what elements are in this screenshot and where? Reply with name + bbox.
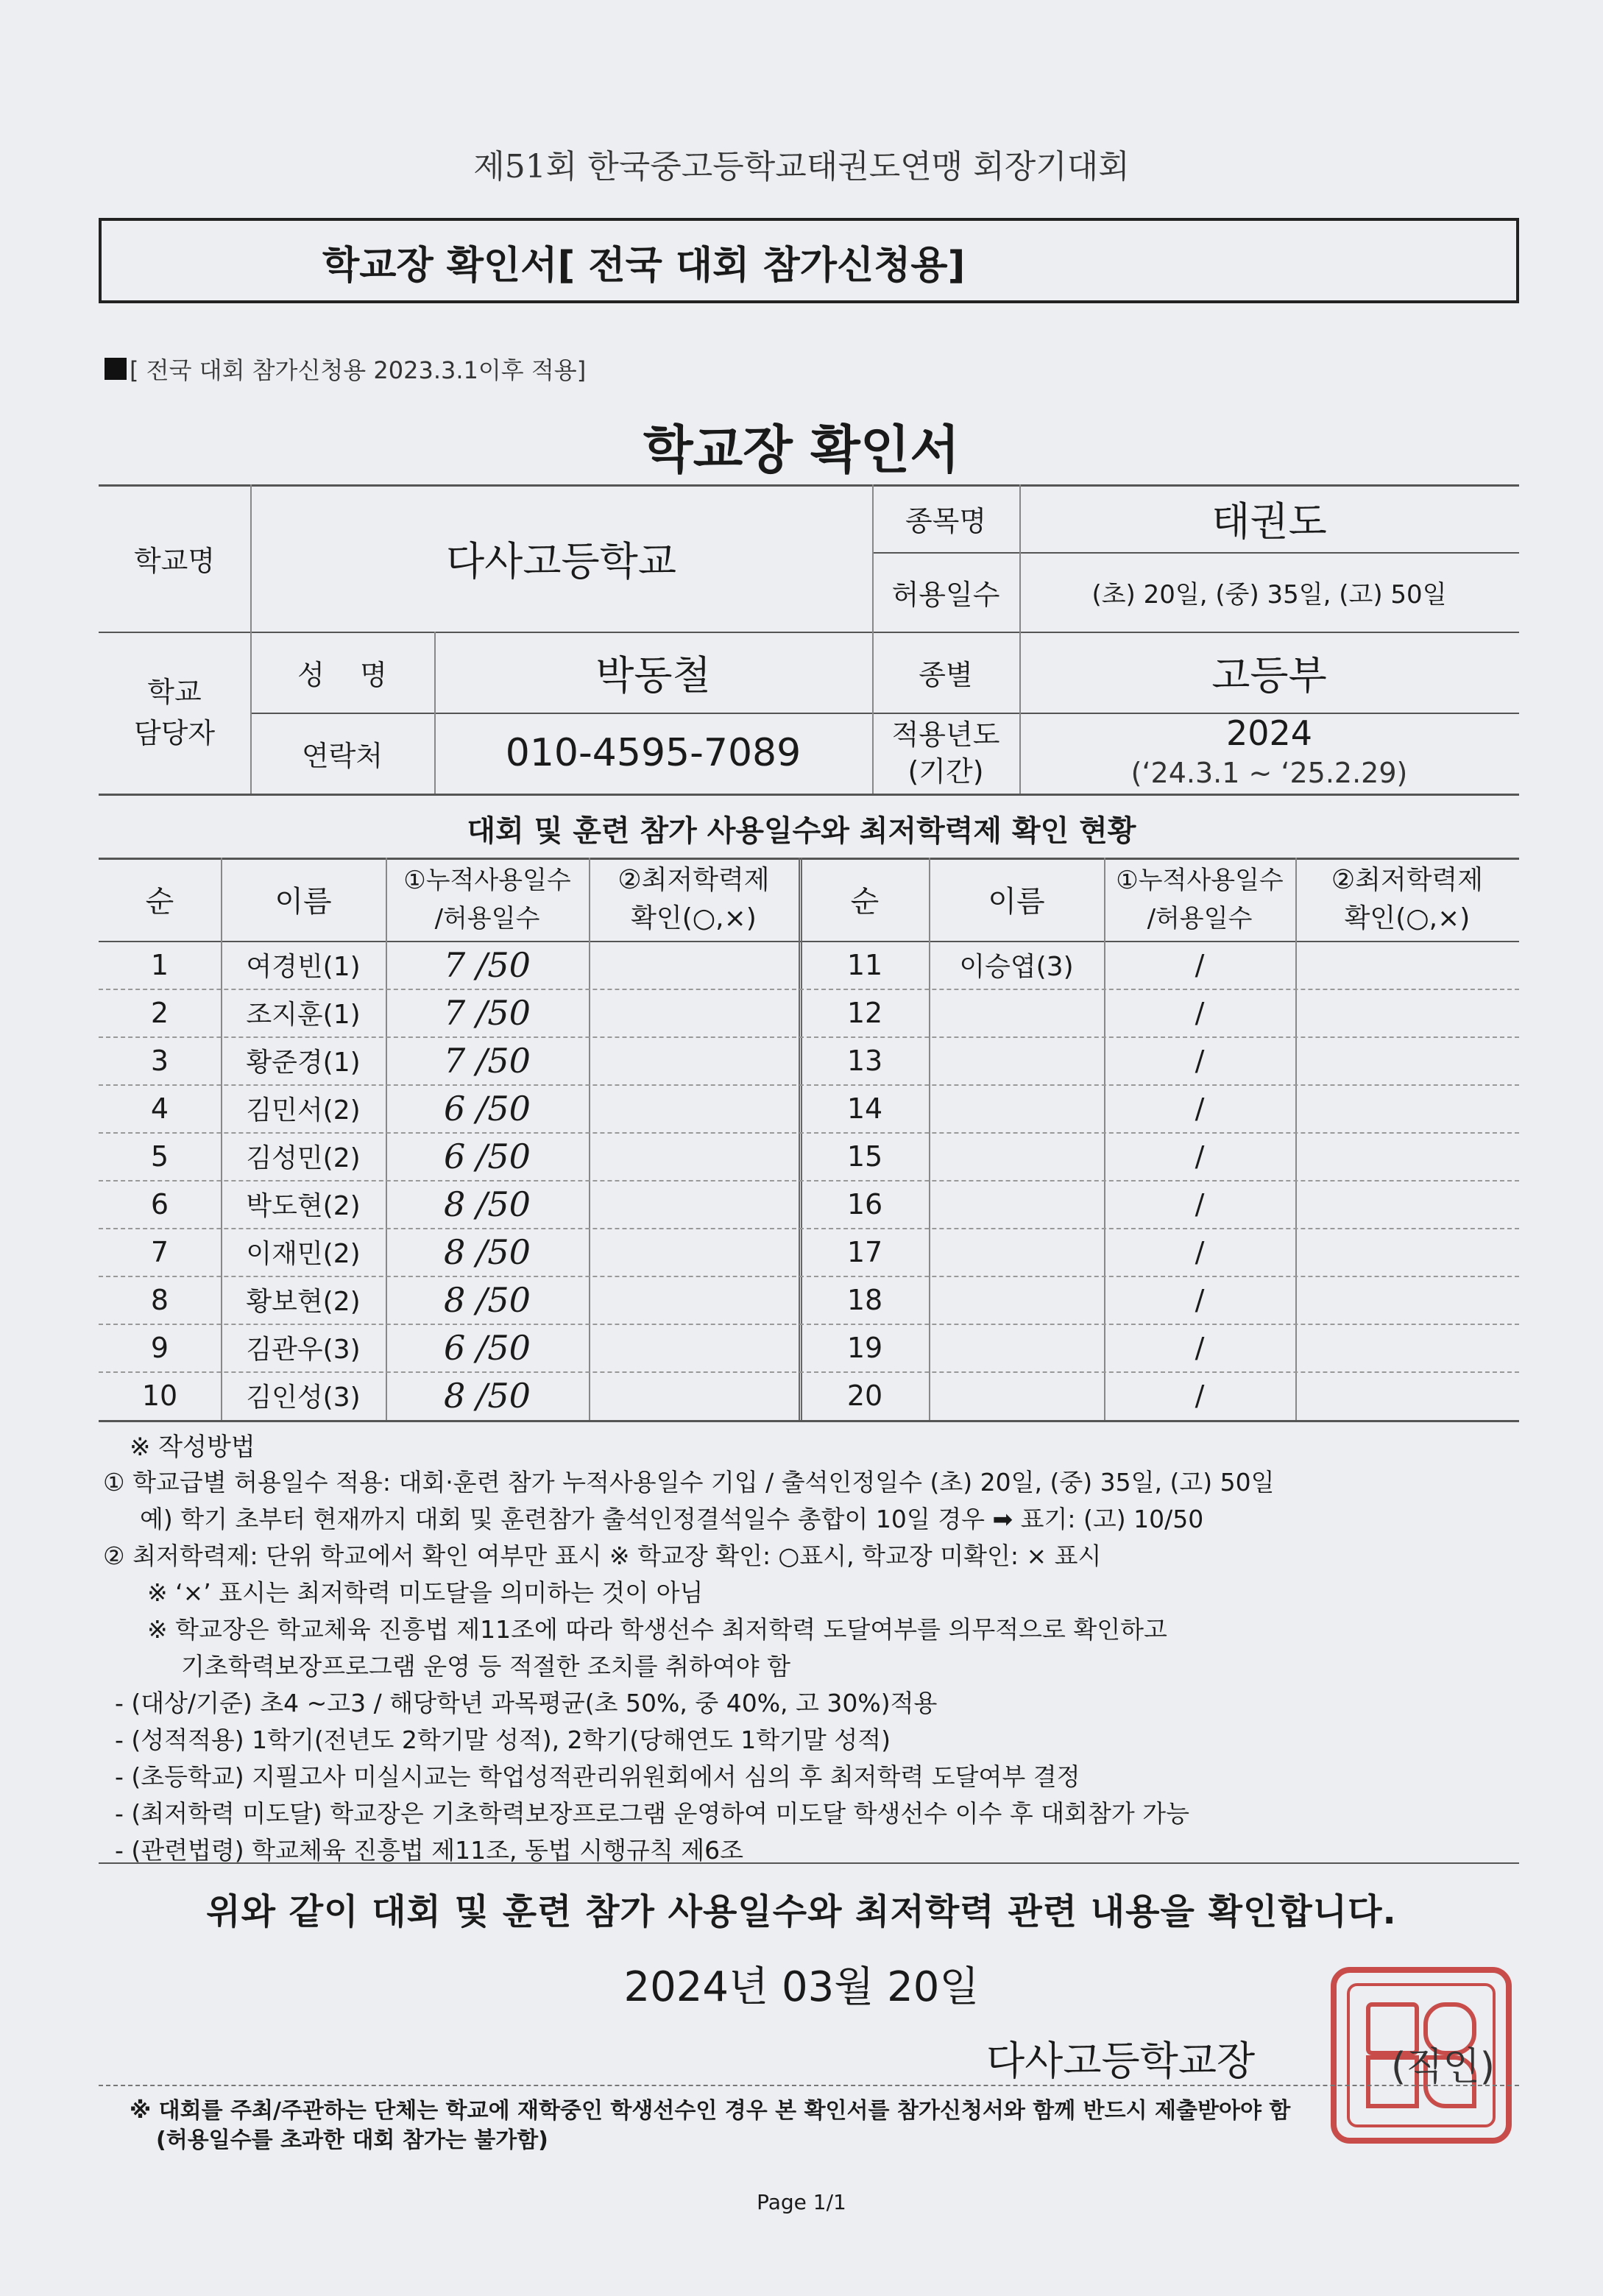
header-academic-right-line1: ②최저학력제 (1331, 864, 1484, 895)
row-academic-check-right (1295, 941, 1519, 989)
note-5: - (대상/기준) 초4 ~고3 / 해당학년 과목평균(초 50%, 중 40%, 고 30%)적용 (115, 1689, 938, 1717)
header-academic (589, 858, 799, 941)
school-value: 다사고등학교 (446, 537, 676, 584)
row-name-right (929, 1084, 1104, 1132)
row-days-right: / (1195, 1044, 1205, 1077)
table-row (0, 1324, 1603, 1371)
header-academic-right (1295, 858, 1519, 941)
row-name-right (929, 1228, 1104, 1276)
table-row (0, 941, 1603, 989)
note-6: - (성적적용) 1학기(전년도 2학기말 성적), 2학기(당해연도 1학기말 성적) (115, 1725, 891, 1754)
division-label: 종별 (919, 658, 973, 691)
event-value: 태권도 (1211, 498, 1327, 545)
section-title: 대회 및 훈련 참가 사용일수와 최저학력제 확인 현황 (467, 814, 1136, 848)
row-days-right: / (1195, 1283, 1205, 1316)
header-academic-line1: ②최저학력제 (618, 864, 770, 895)
year-label (872, 713, 1019, 794)
row-number-right: 20 (846, 1379, 883, 1412)
seal-mark: (직인) (1391, 2045, 1496, 2089)
note-2: ② 최저학력제: 단위 학교에서 확인 여부만 표시 ※ 학교장 확인: ○표시, 학교장 미확인: × 표시 (103, 1541, 1102, 1570)
row-academic-check-right (1295, 1371, 1519, 1419)
footer-divider (99, 2085, 1519, 2086)
row-academic-check-right (1295, 1132, 1519, 1180)
table-row (0, 1180, 1603, 1228)
row-name: 박도현(2) (246, 1191, 361, 1221)
row-number-right: 19 (846, 1331, 883, 1364)
table-row (0, 1228, 1603, 1276)
row-name: 김관우(3) (246, 1335, 361, 1365)
school-label: 학교명 (133, 544, 216, 577)
main-title: 학교장 확인서 (643, 420, 960, 480)
row-academic-check (589, 1276, 799, 1324)
row-days: 6 /50 (444, 1327, 531, 1368)
row-days-right: / (1195, 1140, 1205, 1173)
row-number: 4 (150, 1092, 169, 1125)
note-9: - (관련법령) 학교체육 진흥법 제11조, 동법 시행규칙 제6조 (115, 1836, 743, 1865)
name-label: 성 명 (297, 658, 387, 691)
header-days-right (1104, 858, 1295, 941)
name-value: 박동철 (595, 651, 711, 699)
row-days: 8 /50 (444, 1375, 531, 1416)
row-number-right: 16 (846, 1187, 883, 1221)
row-name-right: 이승엽(3) (959, 952, 1074, 982)
boxed-title-frame (99, 218, 1519, 303)
apply-note: [ 전국 대회 참가신청용 2023.3.1이후 적용] (130, 356, 587, 384)
year-value-cell (1019, 713, 1519, 794)
row-days-right: / (1195, 1092, 1205, 1125)
boxed-title: 학교장 확인서[ 전국 대회 참가신청용] (322, 244, 966, 288)
manager-label (99, 632, 250, 794)
row-name-right (929, 989, 1104, 1036)
header-no: 순 (145, 885, 174, 919)
row-name: 황보현(2) (246, 1287, 361, 1317)
year-label-line1: 적용년도 (891, 718, 1000, 751)
note-1a: ① 학교급별 허용일수 적용: 대회·훈련 참가 누적사용일수 기입 / 출석인정일수 (초) 20일, (중) 35일, (고) 50일 (103, 1468, 1275, 1497)
row-days: 7 /50 (444, 944, 531, 985)
row-number: 7 (150, 1235, 169, 1268)
header-days-line2: /허용일수 (434, 903, 540, 933)
header-days (386, 858, 589, 941)
row-days: 8 /50 (444, 1184, 531, 1224)
note-7: - (초등학교) 지필고사 미실시교는 학업성적관리위원회에서 심의 후 최저학력 도달여부 결정 (115, 1762, 1080, 1791)
row-academic-check-right (1295, 1036, 1519, 1084)
row-number-right: 18 (846, 1283, 883, 1316)
row-number: 1 (150, 948, 169, 981)
header-name: 이름 (275, 885, 332, 919)
row-number-right: 13 (846, 1044, 883, 1077)
confirmation-text: 위와 같이 대회 및 훈련 참가 사용일수와 최저학력 관련 내용을 확인합니다. (206, 1891, 1397, 1932)
row-days: 7 /50 (444, 1040, 531, 1081)
header-days-right-line2: /허용일수 (1147, 903, 1253, 933)
row-days: 8 /50 (444, 1279, 531, 1320)
principal-name: 다사고등학교장 (986, 2038, 1256, 2084)
header-days-line1: ①누적사용일수 (403, 865, 571, 895)
row-number-right: 15 (846, 1140, 883, 1173)
year-label-line2: (기간) (907, 755, 984, 788)
event-title: 제51회 한국중고등학교태권도연맹 회장기대회 (473, 148, 1130, 186)
table-row (0, 1132, 1603, 1180)
row-academic-check (589, 1132, 799, 1180)
row-number: 2 (150, 996, 169, 1029)
row-name: 김인성(3) (246, 1382, 361, 1413)
row-days-right: / (1195, 948, 1205, 981)
header-academic-line2: 확인(○,×) (631, 902, 757, 933)
row-academic-check (589, 1036, 799, 1084)
header-name-right: 이름 (988, 885, 1045, 919)
row-academic-check (589, 1371, 799, 1419)
row-academic-check-right (1295, 1180, 1519, 1228)
row-academic-check (589, 989, 799, 1036)
table-row (0, 989, 1603, 1036)
page-number: Page 1/1 (757, 2190, 846, 2214)
row-number-right: 12 (846, 996, 883, 1029)
row-academic-check-right (1295, 1084, 1519, 1132)
row-name-right (929, 1324, 1104, 1371)
row-academic-check (589, 1180, 799, 1228)
row-name: 김성민(2) (246, 1143, 361, 1173)
allowed-days-label: 허용일수 (891, 578, 1000, 611)
row-number-right: 11 (846, 948, 883, 981)
row-name-right (929, 1180, 1104, 1228)
note-4a: ※ 학교장은 학교체육 진흥법 제11조에 따라 학생선수 최저학력 도달여부를 의무적으로 확인하고 (147, 1615, 1167, 1644)
table-row (0, 1036, 1603, 1084)
row-days: 7 /50 (444, 992, 531, 1033)
manager-label-line1: 학교 (147, 676, 202, 708)
notes-heading: ※ 작성방법 (130, 1433, 255, 1462)
row-days: 8 /50 (444, 1232, 531, 1272)
row-academic-check-right (1295, 1324, 1519, 1371)
table-row (0, 1084, 1603, 1132)
header-no-right: 순 (850, 885, 880, 919)
note-3: ※ ‘×’ 표시는 최저학력 미도달을 의미하는 것이 아님 (147, 1578, 704, 1607)
row-days-right: / (1195, 1379, 1205, 1412)
row-name-right (929, 1276, 1104, 1324)
event-label: 종목명 (905, 504, 987, 537)
footer-note-2: (허용일수를 초과한 대회 참가는 불가함) (156, 2127, 548, 2153)
table-row (0, 1371, 1603, 1419)
table-row (0, 1276, 1603, 1324)
row-number-right: 14 (846, 1092, 883, 1125)
row-days: 6 /50 (444, 1088, 531, 1128)
row-name: 여경빈(1) (246, 952, 361, 982)
note-4b: 기초학력보장프로그램 운영 등 적절한 조치를 취하여야 함 (181, 1652, 791, 1681)
row-name-right (929, 1371, 1104, 1419)
row-number: 6 (150, 1187, 169, 1221)
allowed-days-value: (초) 20일, (중) 35일, (고) 50일 (1091, 579, 1447, 610)
division-value: 고등부 (1211, 651, 1327, 699)
header-academic-right-line2: 확인(○,×) (1344, 902, 1471, 933)
manager-label-line2: 담당자 (133, 717, 216, 749)
row-number: 10 (141, 1379, 178, 1412)
footer-note-1: ※ 대회를 주최/주관하는 단체는 학교에 재학중인 학생선수인 경우 본 확인서를 참가신청서와 함께 반드시 제출받아야 함 (130, 2098, 1291, 2124)
year-value: 2024 (1225, 713, 1313, 753)
table-bottom-border (99, 1420, 1519, 1422)
row-days: 6 /50 (444, 1136, 531, 1176)
row-number: 5 (150, 1140, 169, 1173)
row-name: 조지훈(1) (246, 1000, 361, 1030)
row-academic-check-right (1295, 1228, 1519, 1276)
note-8: - (최저학력 미도달) 학교장은 기초학력보장프로그램 운영하여 미도달 학생선수 이수 후 대회참가 가능 (115, 1799, 1190, 1828)
row-days-right: / (1195, 1331, 1205, 1364)
contact-label: 연락처 (301, 739, 383, 772)
notes-bottom-border (99, 1862, 1519, 1864)
header-days-right-line1: ①누적사용일수 (1116, 865, 1284, 895)
row-name-right (929, 1132, 1104, 1180)
row-days-right: / (1195, 1235, 1205, 1268)
row-name: 김민서(2) (246, 1095, 361, 1126)
row-academic-check-right (1295, 989, 1519, 1036)
row-academic-check (589, 1084, 799, 1132)
row-name: 황준경(1) (246, 1048, 361, 1078)
row-days-right: / (1195, 1187, 1205, 1221)
row-number: 8 (150, 1283, 169, 1316)
row-academic-check (589, 941, 799, 989)
year-period: (‘24.3.1 ~ ‘25.2.29) (1130, 757, 1408, 789)
info-bottom-border (99, 794, 1519, 796)
note-1b: 예) 학기 초부터 현재까지 대회 및 훈련참가 출석인정결석일수 총합이 10일 경우 ➡ 표기: (고) 10/50 (140, 1505, 1204, 1533)
apply-note-marker (105, 358, 127, 380)
contact-value: 010-4595-7089 (505, 731, 802, 775)
row-academic-check-right (1295, 1276, 1519, 1324)
row-number-right: 17 (846, 1235, 883, 1268)
row-name: 이재민(2) (246, 1239, 361, 1269)
row-number: 3 (150, 1044, 169, 1077)
row-academic-check (589, 1228, 799, 1276)
row-number: 9 (150, 1331, 169, 1364)
row-days-right: / (1195, 996, 1205, 1029)
confirmation-date: 2024년 03월 20일 (623, 1963, 980, 2011)
row-name-right (929, 1036, 1104, 1084)
row-academic-check (589, 1324, 799, 1371)
